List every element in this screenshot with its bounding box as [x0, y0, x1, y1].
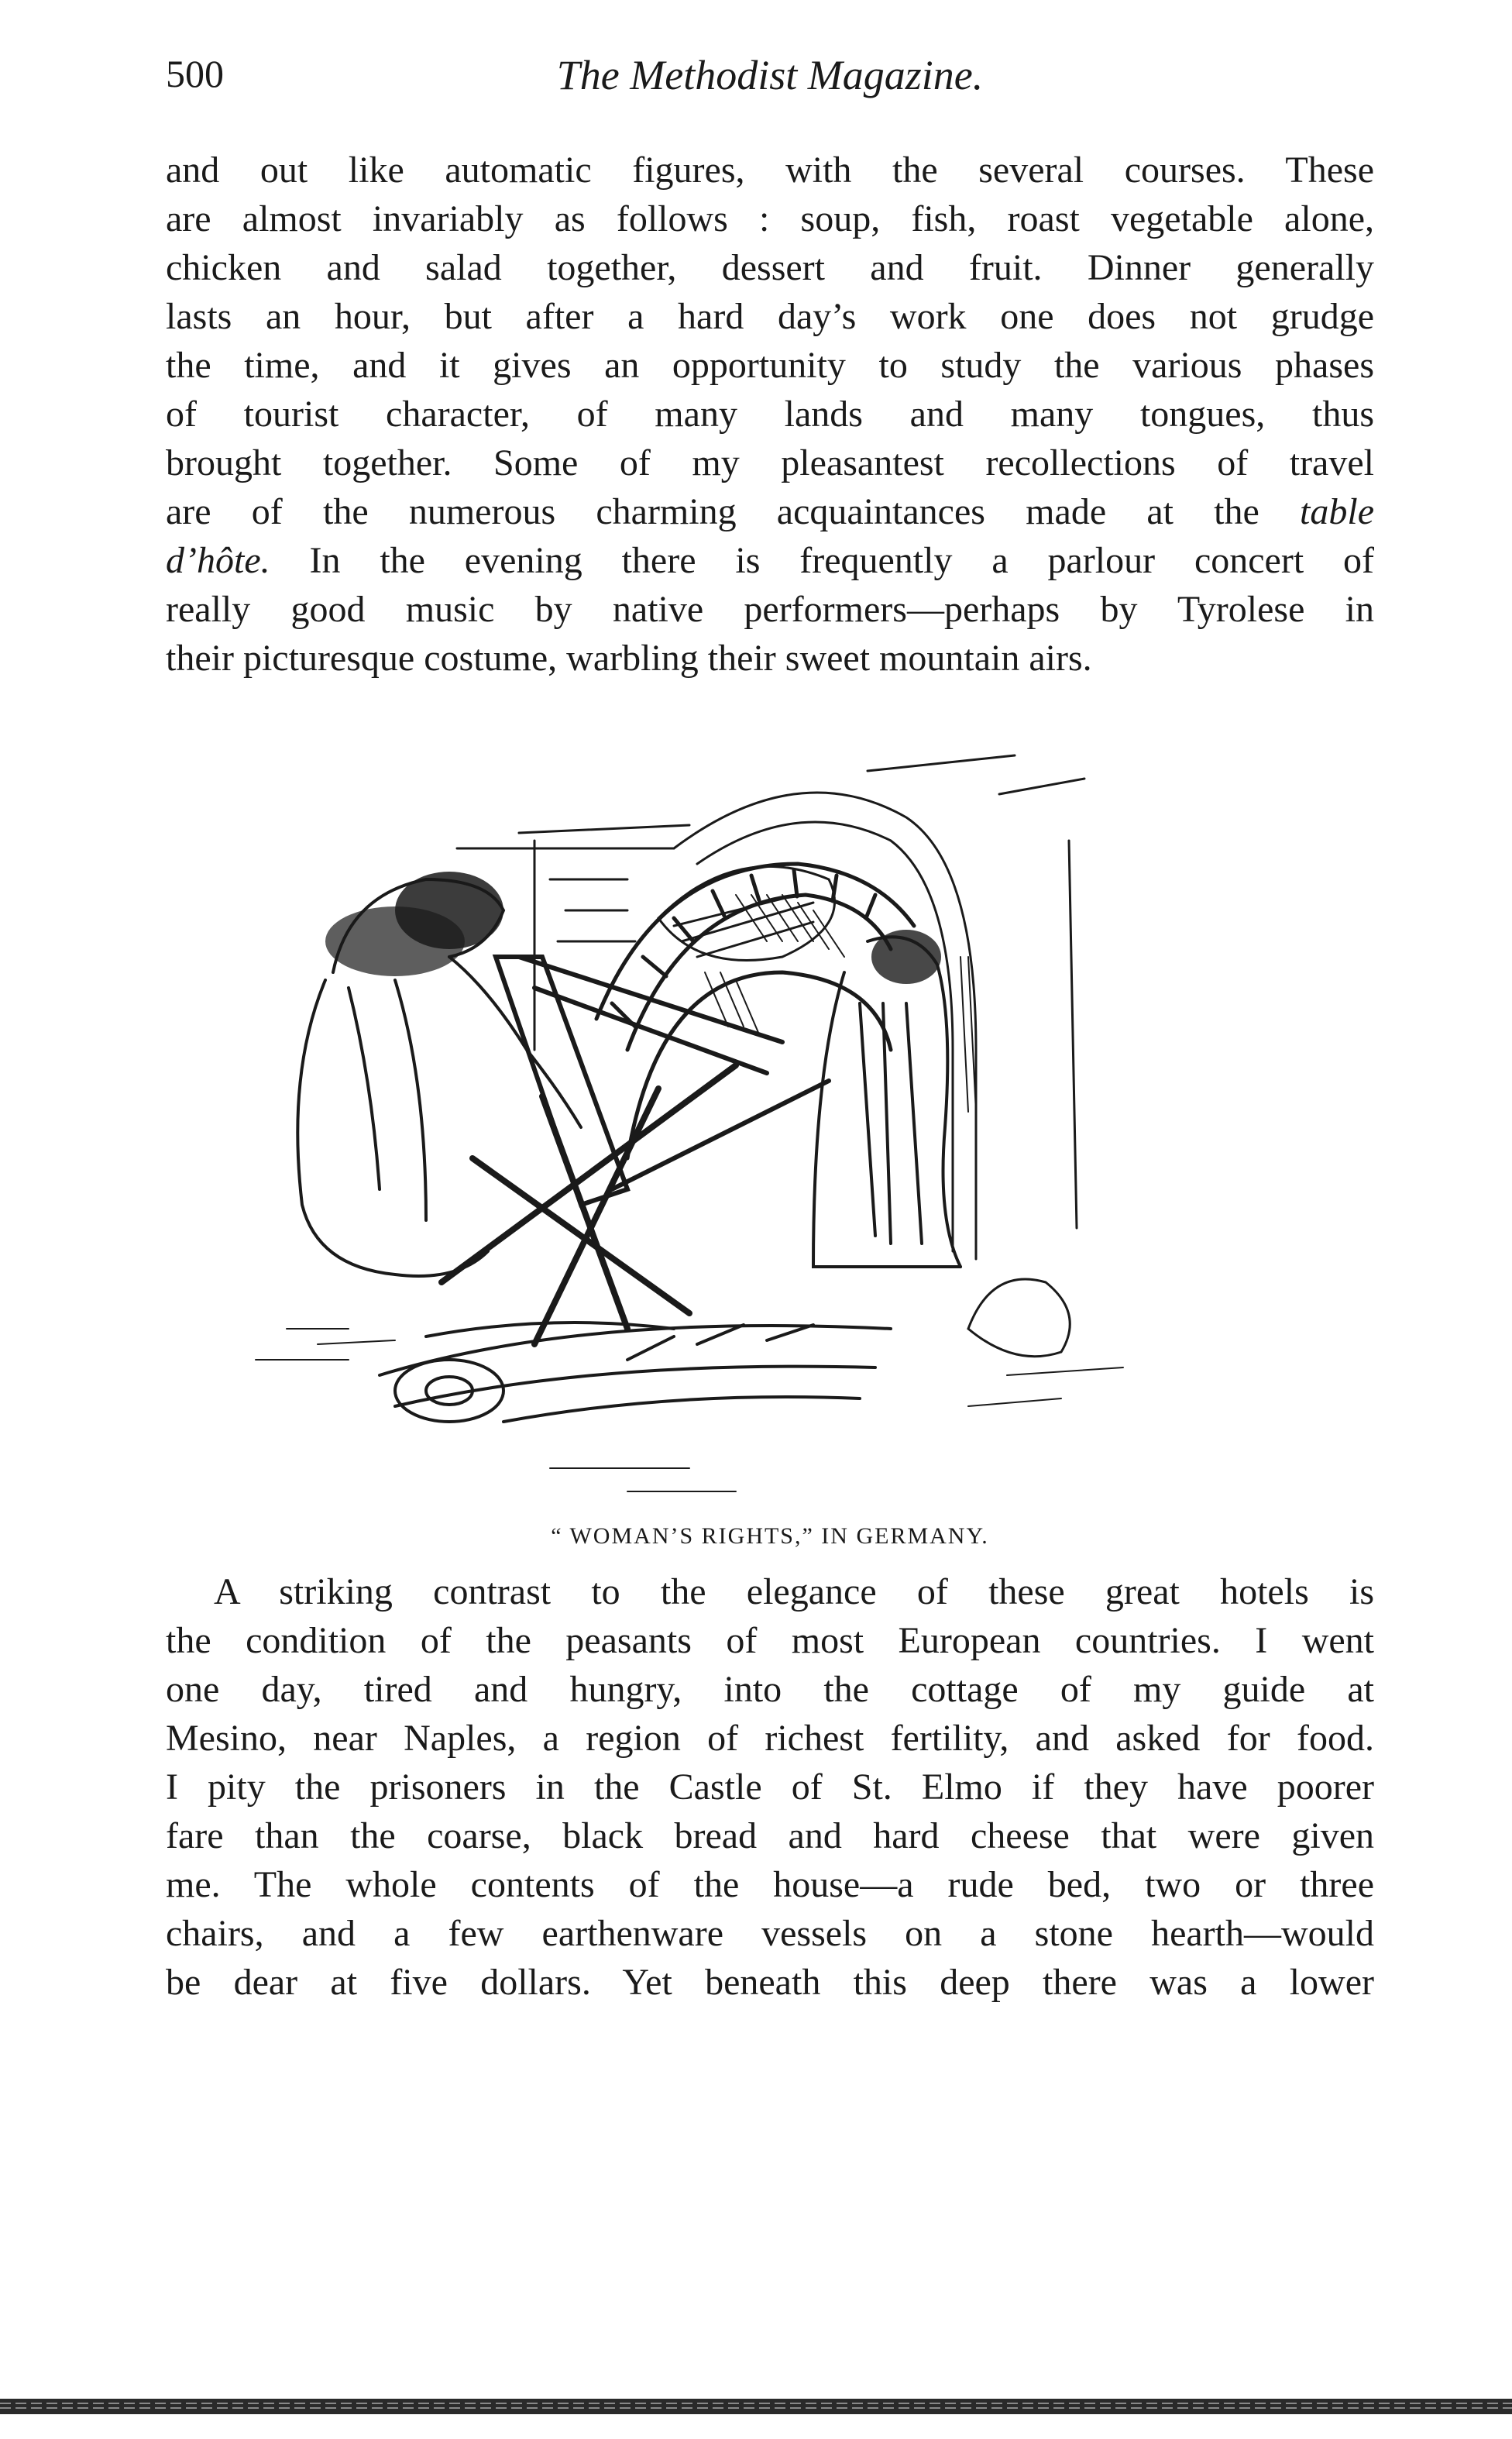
text-line: are almost invariably as follows : soup, fish, roast vegetable alone,: [166, 198, 1374, 239]
text-line: really good music by native performers—perhaps by Tyrolese in: [166, 589, 1374, 630]
text-line: I pity the prisoners in the Castle of St. Elmo if they have poorer: [166, 1766, 1374, 1808]
text-line: [166, 487, 1374, 536]
text-line: fare than the coarse, black bread and hard cheese that were given: [166, 1815, 1374, 1856]
saw-frame: [496, 957, 829, 1205]
running-title: The Methodist Magazine.: [556, 52, 984, 98]
page-number: 500: [166, 52, 224, 95]
text-run: In the evening there is frequently a parlour concert of: [309, 540, 1375, 581]
text-line: [166, 536, 1374, 585]
text-line: the time, and it gives an opportunity to study the various phases: [166, 345, 1374, 386]
paragraph-2: [166, 1567, 1374, 2007]
boulder: [968, 1279, 1070, 1357]
italic-phrase: table: [1300, 491, 1374, 532]
page-header: [166, 51, 1374, 113]
text-line: their picturesque costume, warbling their sweet mountain airs.: [166, 638, 1092, 679]
woman-right: [813, 930, 960, 1267]
text-line: A striking contrast to the elegance of these great hotels is: [214, 1571, 1374, 1612]
bottom-scan-edge: [0, 2396, 1512, 2417]
text-line: and out like automatic figures, with the several courses. These: [166, 150, 1374, 191]
ground-lines: [256, 1329, 1123, 1491]
text-run: are of the numerous charming acquaintances made at the: [166, 491, 1259, 532]
saw-horse: [442, 1065, 736, 1344]
text-line: be dear at five dollars. Yet beneath this deep there was a lower: [166, 1962, 1374, 2003]
paragraph-1: [166, 146, 1374, 683]
text-line: brought together. Some of my pleasantest recollections of travel: [166, 442, 1374, 483]
italic-phrase: d’hôte.: [166, 540, 270, 581]
text-line: one day, tired and hungry, into the cottage of my guide at: [166, 1669, 1374, 1710]
text-line: lasts an hour, but after a hard day’s work one does not grudge: [166, 296, 1374, 337]
text-line: me. The whole contents of the house—a rude bed, two or three: [166, 1864, 1374, 1905]
text-line: chicken and salad together, dessert and fruit. Dinner generally: [166, 247, 1374, 288]
text-line: of tourist character, of many lands and many tongues, thus: [166, 394, 1374, 435]
log-pile: [380, 1323, 891, 1422]
woman-left: [297, 872, 581, 1276]
figure-caption: “ WOMAN’S RIGHTS,” IN GERMANY.: [551, 1523, 989, 1549]
text-line: chairs, and a few earthenware vessels on a stone hearth—would: [166, 1913, 1374, 1954]
stone-arch: [457, 755, 1084, 1259]
engraving-illustration: [194, 724, 1340, 1515]
wall-hatching: [705, 895, 976, 1112]
bundle-of-sticks: [658, 866, 835, 960]
text-line: the condition of the peasants of most European countries. I went: [166, 1620, 1374, 1661]
text-line: Mesino, near Naples, a region of richest fertility, and asked for food.: [166, 1718, 1374, 1759]
